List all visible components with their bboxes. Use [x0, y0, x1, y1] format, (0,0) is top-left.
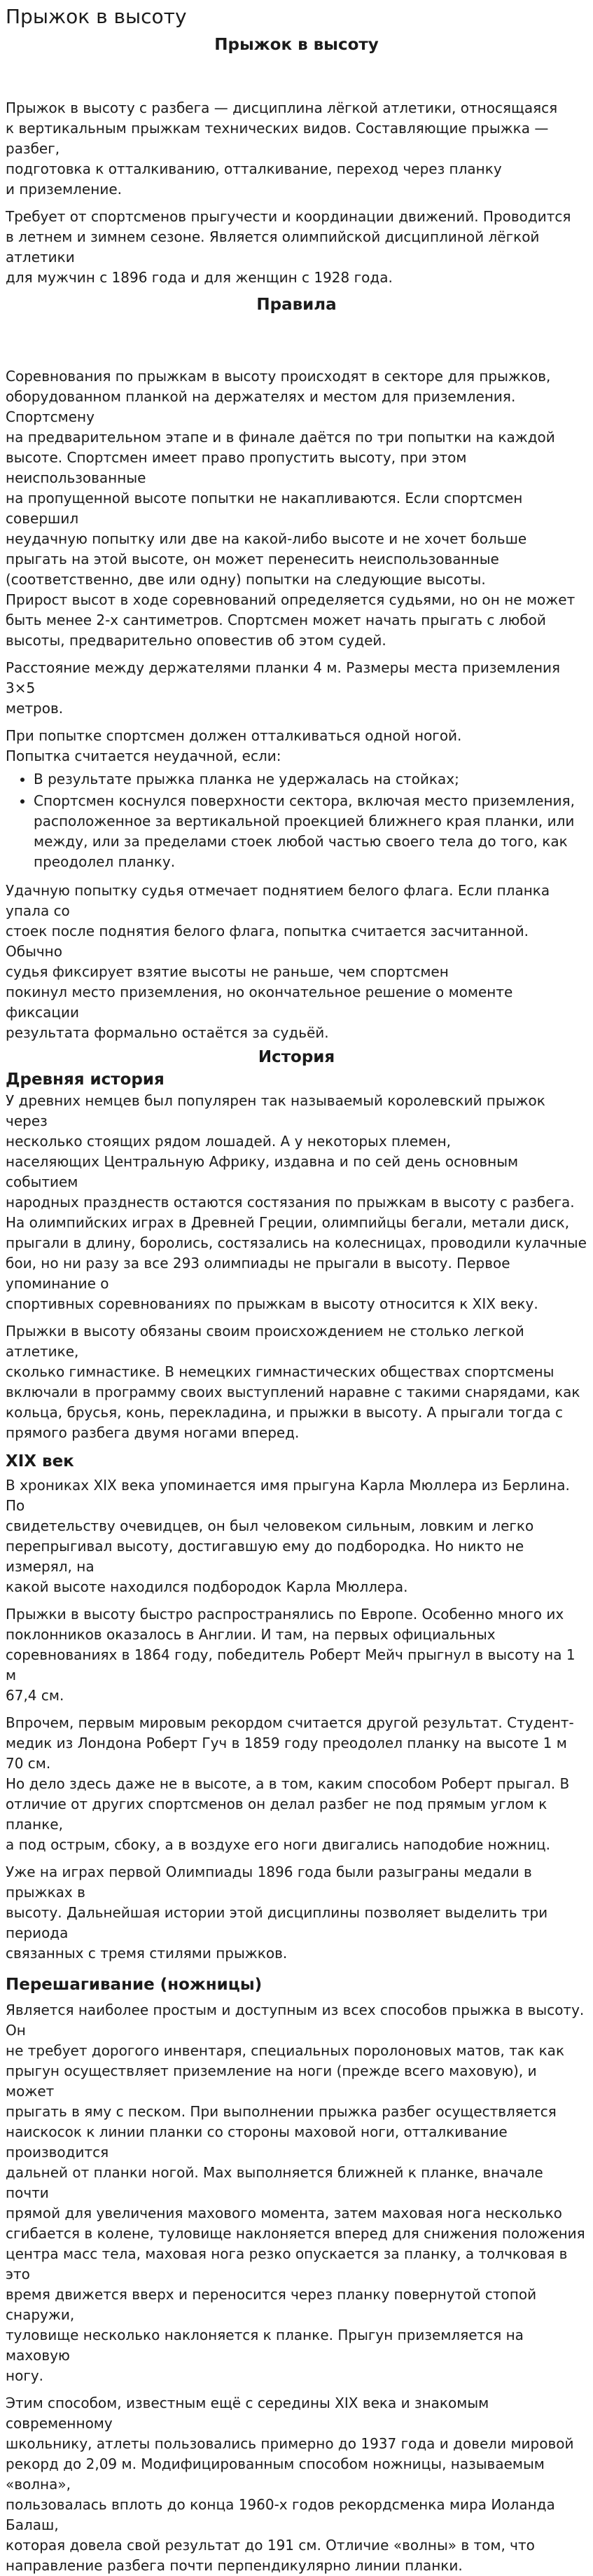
history-heading: История: [258, 1048, 335, 1066]
c19-paragraph-4: Уже на играх первой Олимпиады 1896 года были разыграны медали в прыжках в высоту. Дальнейшая истории этой дисциплины позволяет выделить три периода связанных с тремя стилями прыжков.: [6, 1864, 548, 1962]
scissors-paragraph-1: Является наиболее простым и доступным из всех способов прыжка в высоту. Он не требует дорогого инвентаря, специальных поролоновых матов, так как прыгун осуществляет приземление на ноги (прежде всего маховую), и может прыгать в яму с песком. При выполнении прыжка разбег осуществляется наискосок к линии планки со стороны маховой ноги, отталкивание производится дальней от планки ногой. Мах выполняется ближней к планке, вначале почти прямой для увеличения махового момента, затем маховая нога несколько сгибается в колене, туловище наклоняется вперед для снижения положения центра масс тела, маховая нога резко опускается за планку, а толчковая в это время движется вверх и переносится через планку повернутой стопой снаружи, туловище несколько наклоняется к планке. Прыгун приземляется на маховую ногу.: [6, 2002, 585, 2384]
intro-paragraph-2: Требует от спортсменов прыгучести и координации движений. Проводится в летнем и зимнем сезоне. Является олимпийской дисциплиной лёгкой атлетики для мужчин с 1896 года и для женщин с 1928 года.: [6, 208, 571, 286]
article: [0, 3, 593, 2576]
scissors-heading: Перешагивание (ножницы): [6, 1976, 263, 1994]
rules-paragraph-3: При попытке спортсмен должен отталкиваться одной ногой. Попытка считается неудачной, если:: [6, 727, 462, 764]
ancient-paragraph-2: Прыжки в высоту обязаны своим происхождением не столько легкой атлетике, сколько гимнастике. В немецких гимнастических обществах спортсмены включали в программу своих выступлений наравне с такими снарядами, как кольца, брусья, конь, перекладина, и прыжки в высоту. А прыгали тогда с прямого разбега двумя ногами вперед.: [6, 1323, 580, 1441]
rules-paragraph-2: Расстояние между держателями планки 4 м. Размеры места приземления 3×5 метров.: [6, 659, 561, 717]
nineteenth-century-heading: XIX век: [6, 1452, 74, 1470]
list-item: • Спортсмен коснулся поверхности сектора, включая место приземления, расположенное за вертикальной проекцией ближнего края планки, или между, или за пределами стоек любой частью своего тела до того, как преодолел планку.: [34, 791, 587, 872]
c19-paragraph-1: В хрониках XIX века упоминается имя прыгуна Карла Мюллера из Берлина. По свидетельству очевидцев, он был человеком сильным, ловким и легко перепрыгивал высоту, достигавшую ему до подбородка. Но никто не измерял, на какой высоте находился подбородок Карла Мюллера.: [6, 1477, 570, 1595]
failed-attempt-list: [6, 769, 587, 872]
c19-paragraph-2: Прыжки в высоту быстро распространялись по Европе. Особенно много их поклонников оказалось в Англии. И там, на первых официальных соревнованиях в 1864 году, победитель Роберт Мейч прыгнул в высоту на 1 м 67,4 см.: [6, 1606, 575, 1704]
rules-heading: Правила: [256, 296, 337, 314]
intro-paragraph-1: Прыжок в высоту с разбега — дисциплина лёгкой атлетики, относящаяся к вертикальным прыжкам технических видов. Составляющие прыжка — разбег, подготовка к отталкиванию, отталкивание, переход через планку и приземление.: [6, 99, 558, 198]
document-title: Прыжок в высоту: [6, 5, 187, 28]
scissors-paragraph-2: Этим способом, известным ещё с середины XIX века и знакомым современному школьнику, атлеты пользовались примерно до 1937 года и довели мировой рекорд до 2,09 м. Модифицированным способом ножницы, называемым «волна», пользовалась вплоть до конца 1960-х годов рекордсменка мира Иоланда Балаш, которая довела свой результат до 191 см. Отличие «волны» в том, что направление разбега почти перпендикулярно линии планки.: [6, 2395, 574, 2574]
ancient-history-heading: Древняя история: [6, 1070, 165, 1089]
c19-paragraph-3: Впрочем, первым мировым рекордом считается другой результат. Студент- медик из Лондона Роберт Гуч в 1859 году преодолел планку на высоте 1 м 70 см. Но дело здесь даже не в высоте, а в том, каким способом Роберт прыгал. В отличие от других спортсменов он делал разбег не под прямым углом к планке, а под острым, сбоку, а в воздухе его ноги двигались наподобие ножниц.: [6, 1714, 574, 1853]
list-item: • В результате прыжка планка не удержалась на стойках;: [34, 769, 587, 790]
rules-paragraph-4: Удачную попытку судья отмечает поднятием белого флага. Если планка упала со стоек после поднятия белого флага, попытка считается засчитанной. Обычно судья фиксирует взятие высоты не раньше, чем спортсмен покинул место приземления, но окончательное решение о моменте фиксации результата формально остаётся за судьёй.: [6, 882, 550, 1041]
ancient-paragraph-1: У древних немцев был популярен так называемый королевский прыжок через несколько стоящих рядом лошадей. А у некоторых племен, населяющих Центральную Африку, издавна и по сей день основным событием народных празднеств остаются состязания по прыжкам в высоту с разбега. На олимпийских играх в Древней Греции, олимпийцы бегали, метали диск, прыгали в длину, боролись, состязались на колесницах, проводили кулачные бои, но ни разу за все 293 олимпиады не прыгали в высоту. Первое упоминание о спортивных соревнованиях по прыжкам в высоту относится к XIX веку.: [6, 1092, 587, 1312]
rules-paragraph-1: Соревнования по прыжкам в высоту происходят в секторе для прыжков, оборудованном планкой на держателях и местом для приземления. Спортсмену на предварительном этапе и в финале даётся по три попытки на каждой высоте. Спортсмен имеет право пропустить высоту, при этом неиспользованные на пропущенной высоте попытки не накапливаются. Если спортсмен совершил неудачную попытку или две на какой-либо высоте и не хочет больше прыгать на этой высоте, он может перенесить неиспользованные (соответственно, две или одну) попытки на следующие высоты. Прирост высот в ходе соревнований определяется судьями, но он не может быть менее 2-х сантиметров. Спортсмен может начать прыгать с любой высоты, предварительно оповестив об этом судей.: [6, 368, 575, 649]
main-heading: Прыжок в высоту: [214, 36, 379, 54]
